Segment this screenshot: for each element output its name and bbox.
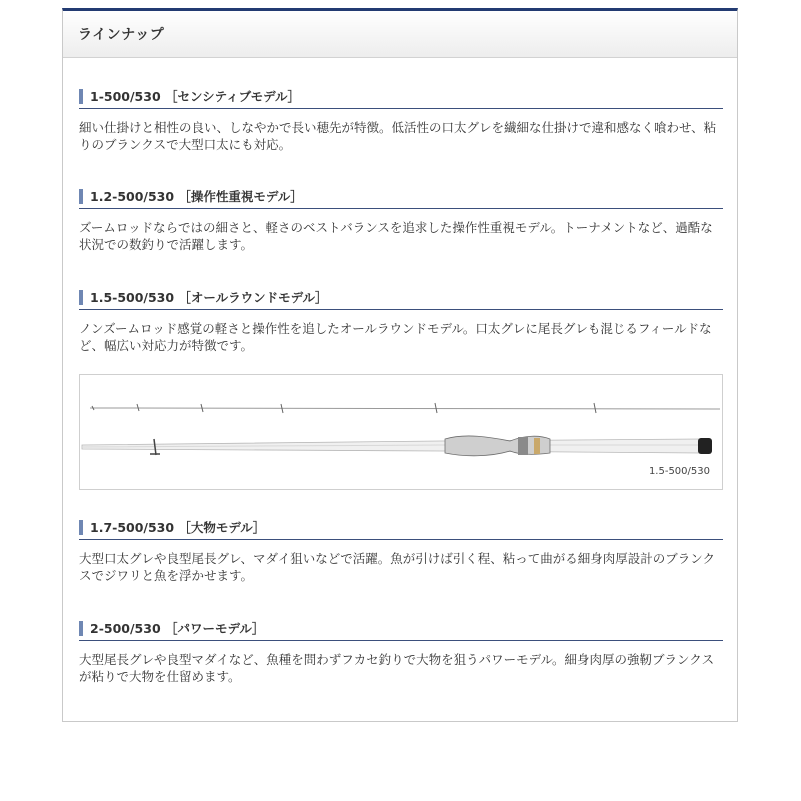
reel-seat-accent xyxy=(534,438,540,454)
lineup-section-4 xyxy=(79,517,723,584)
section-description: 細い仕掛けと相性の良い、しなやかで長い穂先が特徴。低活性の口太グレを繊細な仕掛けで違和感なく喰わせ、粘りのブランクスで大型口太にも対応。 xyxy=(79,120,717,152)
lineup-section-3 xyxy=(79,287,723,354)
lineup-panel xyxy=(62,8,738,722)
lineup-section-5 xyxy=(79,618,723,685)
section-heading xyxy=(79,517,723,540)
panel-header xyxy=(63,11,737,58)
heading-accent-bar xyxy=(79,189,83,204)
rod-guide-icon xyxy=(137,404,139,411)
heading-accent-bar xyxy=(79,89,83,104)
section-heading xyxy=(79,186,723,209)
image-caption: 1.5-500/530 xyxy=(648,466,710,477)
section-title: 1.5-500/530 ［オールラウンドモデル］ xyxy=(90,290,328,305)
rod-tip-line xyxy=(90,408,720,409)
section-heading xyxy=(79,618,723,641)
rod-end-cap xyxy=(698,438,712,454)
section-description: 大型口太グレや良型尾長グレ、マダイ狙いなどで活躍。魚が引けば引く程、粘って曲がる細身肉厚設計のブランクスでジワリと魚を浮かせます。 xyxy=(79,551,716,583)
rod-guide-icon xyxy=(594,403,596,413)
fishing-rod-illustration xyxy=(80,375,722,489)
panel-title: ラインナップ xyxy=(78,27,165,43)
section-title: 2-500/530 ［パワーモデル］ xyxy=(90,621,265,636)
section-heading xyxy=(79,86,723,109)
lineup-section-2 xyxy=(79,186,723,253)
heading-accent-bar xyxy=(79,520,83,535)
rod-product-image xyxy=(79,374,723,490)
reel-seat-ring xyxy=(518,437,528,455)
heading-accent-bar xyxy=(79,621,83,636)
heading-accent-bar xyxy=(79,290,83,305)
lineup-section-1 xyxy=(79,86,723,153)
section-description: 大型尾長グレや良型マダイなど、魚種を問わずフカセ釣りで大物を狙うパワーモデル。細身肉厚の強靭ブランクスが粘りで大物を仕留めます。 xyxy=(79,652,715,684)
section-heading xyxy=(79,287,723,310)
section-title: 1.2-500/530 ［操作性重視モデル］ xyxy=(90,189,303,204)
section-description: ノンズームロッド感覚の軽さと操作性を追したオールラウンドモデル。口太グレに尾長グレも混じるフィールドなど、幅広い対応力が特徴です。 xyxy=(79,321,712,353)
section-title: 1-500/530 ［センシティブモデル］ xyxy=(90,89,301,104)
rod-guide-icon xyxy=(435,403,437,413)
section-description: ズームロッドならではの細さと、軽さのベストバランスを追求した操作性重視モデル。トーナメントなど、過酷な状況での数釣りで活躍します。 xyxy=(79,220,713,252)
section-title: 1.7-500/530 ［大物モデル］ xyxy=(90,520,266,535)
